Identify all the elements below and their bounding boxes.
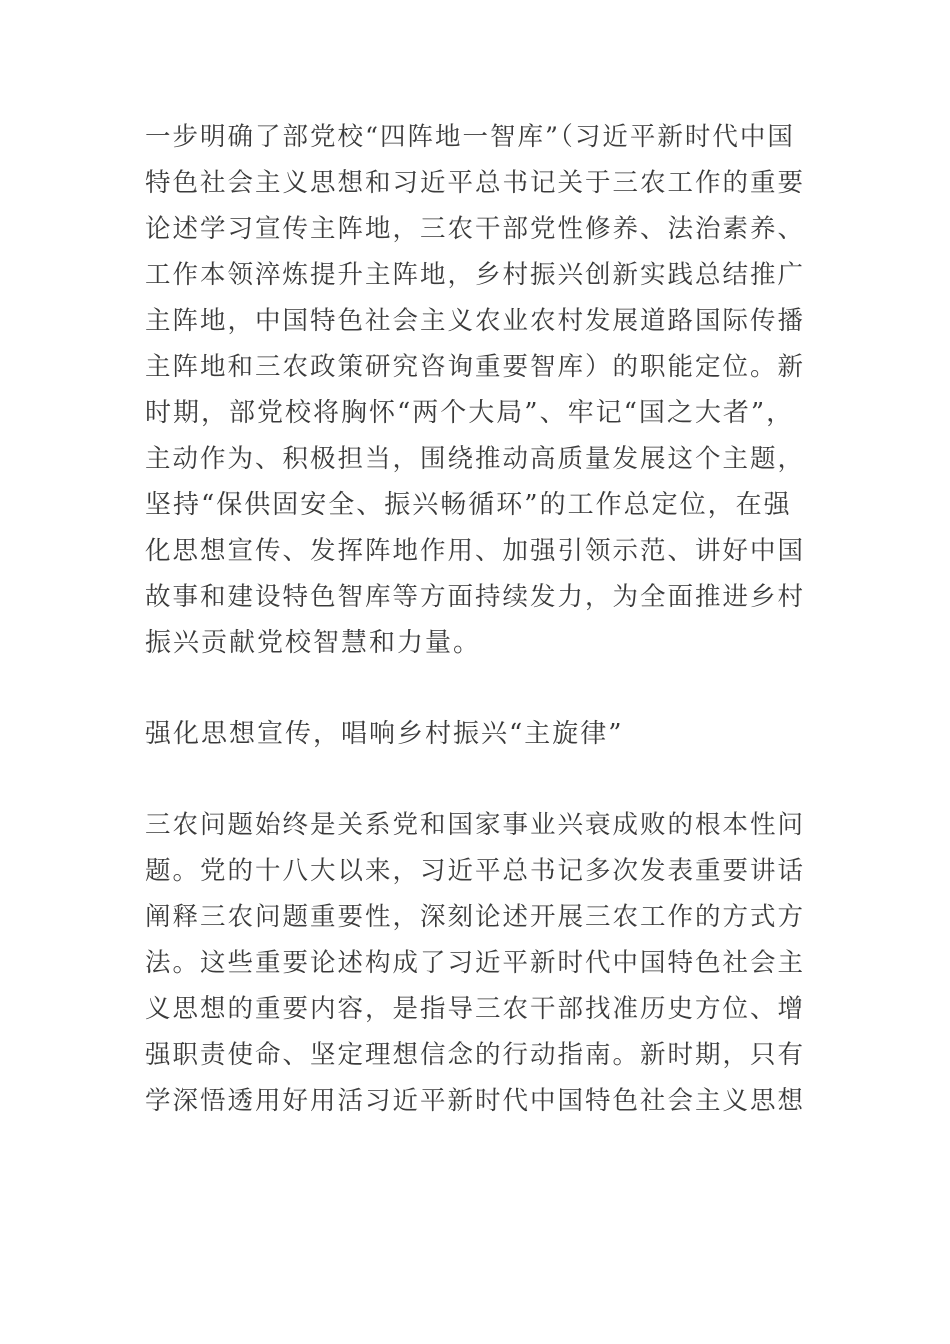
text-line: 化思想宣传、发挥阵地作用、加强引领示范、讲好中国 bbox=[145, 536, 806, 566]
text-line: 主动作为、积极担当，围绕推动高质量发展这个主题， bbox=[145, 444, 806, 474]
text-line: 工作本领淬炼提升主阵地，乡村振兴创新实践总结推广 bbox=[145, 260, 806, 290]
text-line: 法。这些重要论述构成了习近平新时代中国特色社会主 bbox=[145, 948, 806, 978]
text-line: 题。党的十八大以来，习近平总书记多次发表重要讲话 bbox=[145, 856, 806, 886]
text-line: 阐释三农问题重要性，深刻论述开展三农工作的方式方 bbox=[145, 902, 806, 932]
text-line: 特色社会主义思想和习近平总书记关于三农工作的重要 bbox=[145, 168, 806, 198]
text-line: 振兴贡献党校智慧和力量。 bbox=[145, 628, 482, 658]
text-line: 一步明确了部党校“四阵地一智库”（习近平新时代中国 bbox=[145, 122, 795, 152]
text-line: 主阵地，中国特色社会主义农业农村发展道路国际传播 bbox=[145, 306, 806, 336]
text-line: 强职责使命、坚定理想信念的行动指南。新时期，只有 bbox=[145, 1040, 806, 1070]
text-line: 时期，部党校将胸怀“两个大局”、牢记“国之大者”， bbox=[145, 398, 795, 428]
text-line: 三农问题始终是关系党和国家事业兴衰成败的根本性问 bbox=[145, 810, 806, 840]
text-line: 主阵地和三农政策研究咨询重要智库）的职能定位。新 bbox=[145, 352, 806, 382]
text-line: 故事和建设特色智库等方面持续发力，为全面推进乡村 bbox=[145, 582, 806, 612]
text-line: 义思想的重要内容，是指导三农干部找准历史方位、增 bbox=[145, 994, 806, 1024]
section-heading: 强化思想宣传，唱响乡村振兴“主旋律” bbox=[145, 719, 624, 749]
text-line: 坚持“保供固安全、振兴畅循环”的工作总定位，在强 bbox=[145, 490, 792, 520]
text-line: 学深悟透用好用活习近平新时代中国特色社会主义思想 bbox=[145, 1086, 806, 1116]
text-line: 论述学习宣传主阵地，三农干部党性修养、法治素养、 bbox=[145, 214, 806, 244]
